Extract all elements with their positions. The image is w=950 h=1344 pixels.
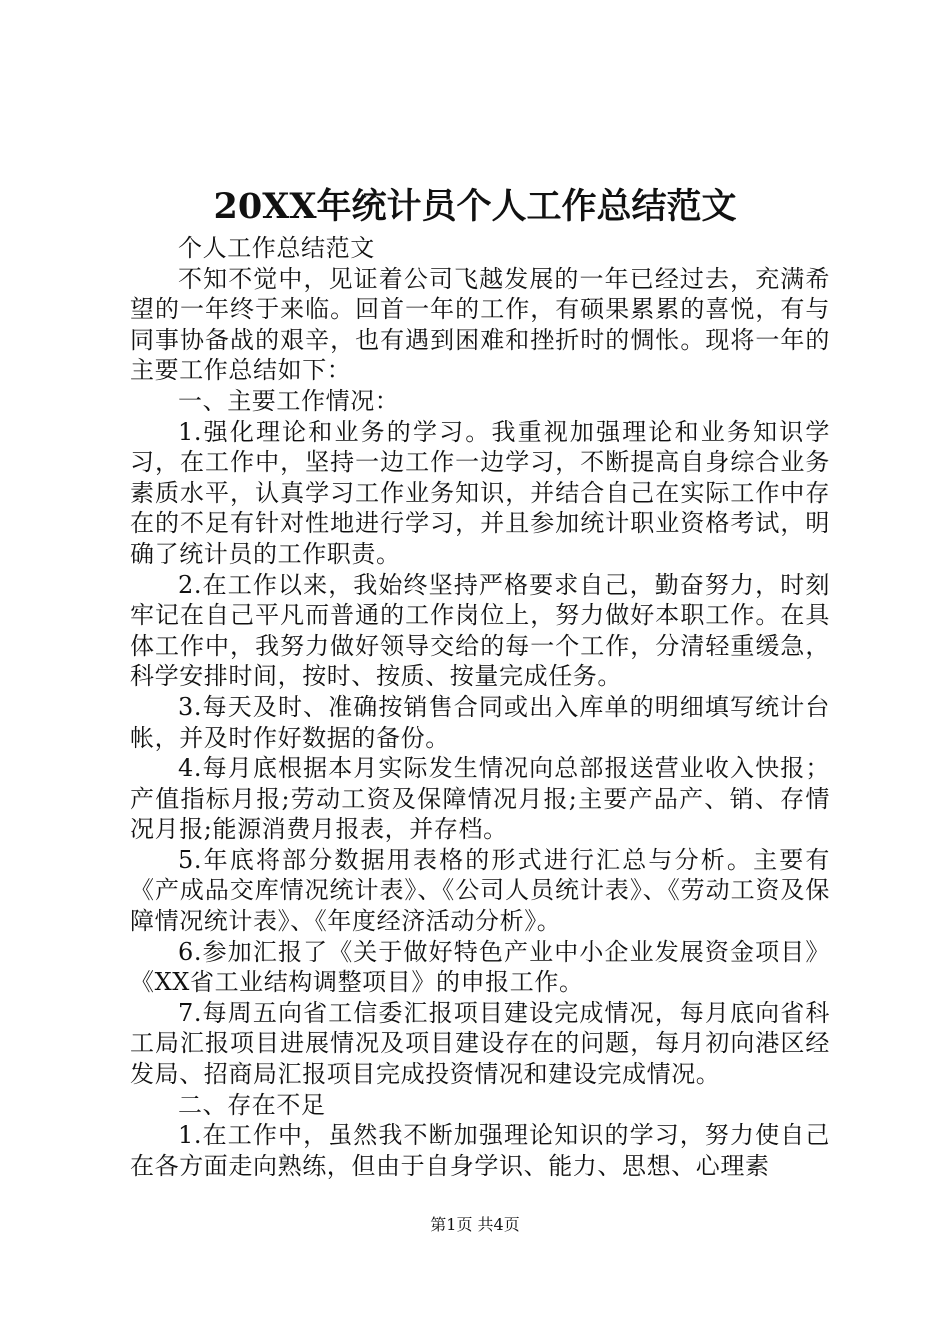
paragraph: 3.每天及时、准确按销售合同或出入库单的明细填写统计台帐，并及时作好数据的备份。 bbox=[130, 692, 830, 752]
paragraph: 7.每周五向省工信委汇报项目建设完成情况，每月底向省科工局汇报项目进展情况及项目建设存在的问题，每月初向港区经发局、招商局汇报项目完成投资情况和建设完成情况。 bbox=[130, 998, 830, 1089]
paragraph: 不知不觉中，见证着公司飞越发展的一年已经过去，充满希望的一年终于来临。回首一年的工作，有硕果累累的喜悦，有与同事协备战的艰辛，也有遇到困难和挫折时的惆怅。现将一年的主要工作总结如下： bbox=[130, 264, 830, 385]
paragraph: 1.在工作中，虽然我不断加强理论知识的学习，努力使自己在各方面走向熟练，但由于自身学识、能力、思想、心理素 bbox=[130, 1121, 830, 1180]
paragraph: 4.每月底根据本月实际发生情况向总部报送营业收入快报；产值指标月报;劳动工资及保障情况月报;主要产品产、销、存情况月报;能源消费月报表，并存档。 bbox=[130, 754, 830, 844]
paragraph: 6.参加汇报了《关于做好特色产业中小企业发展资金项目》《XX省工业结构调整项目》的申报工作。 bbox=[130, 937, 830, 997]
page-number-footer: 第1页 共4页 bbox=[430, 1215, 520, 1234]
document-title: 20XX年统计员个人工作总结范文 bbox=[213, 186, 737, 227]
paragraph: 1.强化理论和业务的学习。我重视加强理论和业务知识学习，在工作中，坚持一边工作一边学习，不断提高自身综合业务素质水平，认真学习工作业务知识，并结合自己在实际工作中存在的不足有针对性地进行学习，并且参加统计职业资格考试，明确了统计员的工作职责。 bbox=[130, 417, 830, 568]
document-body bbox=[130, 233, 830, 1181]
paragraph: 个人工作总结范文 bbox=[178, 234, 375, 262]
paragraph: 2.在工作以来，我始终坚持严格要求自己，勤奋努力，时刻牢记在自己平凡而普通的工作岗位上，努力做好本职工作。在具体工作中，我努力做好领导交给的每一个工作，分清轻重缓急，科学安排时间，按时、按质、按量完成任务。 bbox=[130, 570, 830, 691]
section-heading: 二、存在不足 bbox=[178, 1090, 326, 1119]
section-heading: 一、主要工作情况： bbox=[178, 386, 400, 415]
paragraph: 5.年底将部分数据用表格的形式进行汇总与分析。主要有《产成品交库情况统计表》、《公司人员统计表》、《劳动工资及保障情况统计表》、《年度经济活动分析》。 bbox=[130, 845, 830, 936]
